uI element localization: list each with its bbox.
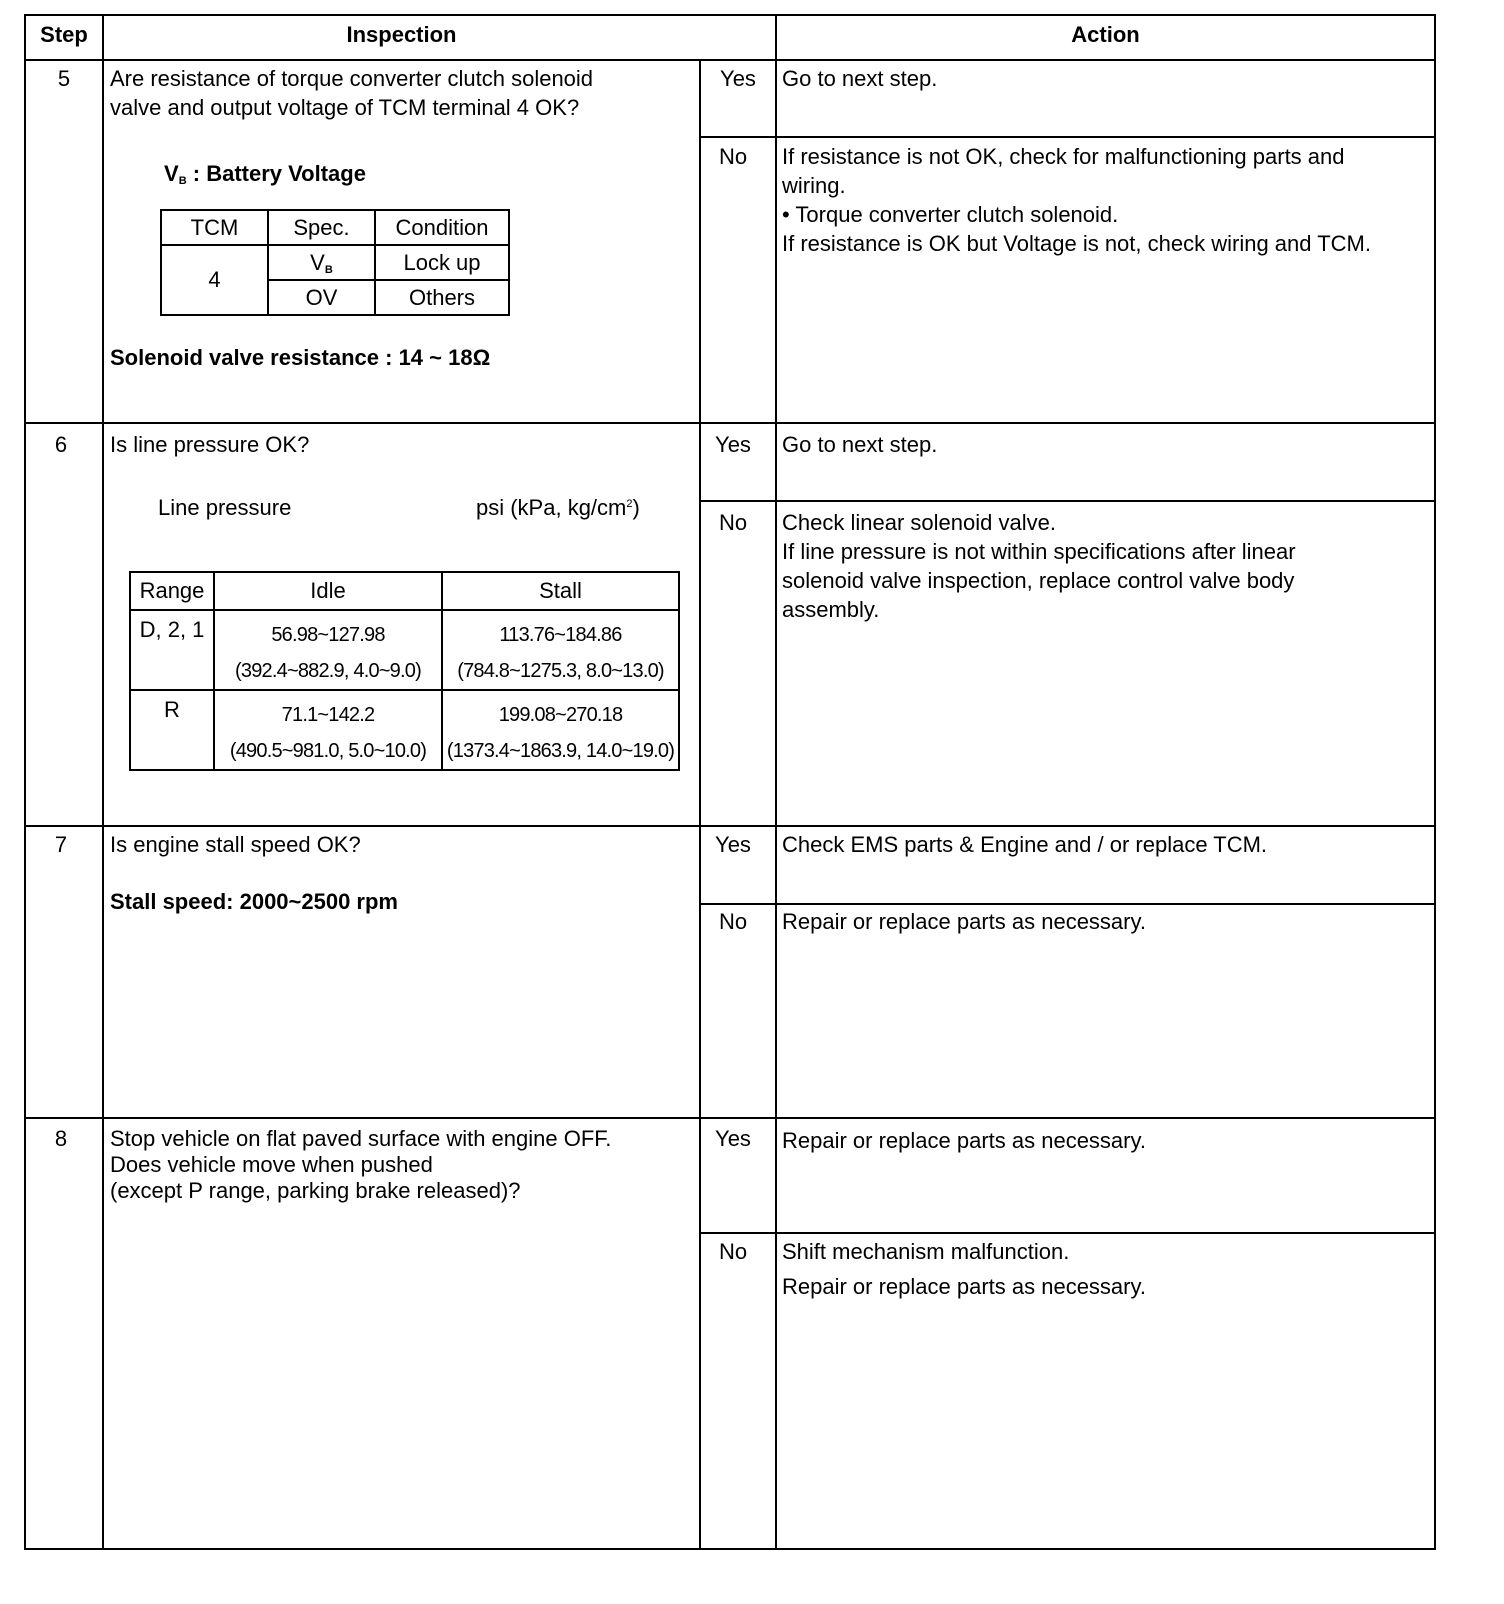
yes-action: Check EMS parts & Engine and / or replace TCM.	[782, 832, 1268, 857]
line-pressure-unit: psi (kPa, $kg/cm^2$)	[476, 495, 640, 520]
no-label: No	[718, 1239, 748, 1264]
tcm-header: TCM	[161, 210, 268, 245]
condition-value: Lock up	[375, 245, 509, 280]
inspection-question: (except P range, parking brake released)?	[110, 1178, 521, 1203]
tcm-spec-table	[160, 209, 510, 316]
no-action: Repair or replace parts as necessary.	[782, 1274, 1146, 1299]
stall-speed-spec: Stall speed: 2000~2500 rpm	[110, 889, 398, 914]
inspection-question: Is engine stall speed OK?	[110, 832, 361, 857]
battery-voltage-label: VB : Battery Voltage	[164, 161, 366, 187]
step-number: 5	[57, 66, 71, 91]
spec-value: OV	[268, 280, 375, 315]
yes-action: Repair or replace parts as necessary.	[782, 1128, 1146, 1153]
no-action: solenoid valve inspection, replace control valve body	[782, 568, 1295, 593]
no-label: No	[718, 510, 748, 535]
line-pressure-label: Line pressure	[158, 495, 292, 520]
tcm-terminal: 4	[161, 245, 268, 315]
resistance-spec: Solenoid valve resistance : 14 ~ 18Ω	[110, 345, 491, 370]
idle-value: 71.1~142.2 (490.5~981.0, 5.0~10.0)	[214, 690, 442, 770]
stall-value: 199.08~270.18 (1373.4~1863.9, 14.0~19.0)	[442, 690, 679, 770]
inspection-question: valve and output voltage of TCM terminal 4 OK?	[110, 95, 580, 120]
inspection-question: Stop vehicle on flat paved surface with engine OFF.	[110, 1126, 612, 1151]
yes-label: Yes	[720, 66, 756, 91]
no-label: No	[718, 144, 748, 169]
step-number: 7	[54, 832, 68, 857]
no-action: If line pressure is not within specifications after linear	[782, 539, 1296, 564]
inspection-question: Are resistance of torque converter clutch solenoid	[110, 66, 594, 91]
stall-header: Stall	[442, 572, 679, 610]
no-action: Check linear solenoid valve.	[782, 510, 1056, 535]
no-action: If resistance is not OK, check for malfunctioning parts and	[782, 144, 1345, 169]
yes-label: Yes	[715, 832, 751, 857]
condition-value: Others	[375, 280, 509, 315]
line-pressure-table	[129, 571, 680, 771]
range-header: Range	[130, 572, 214, 610]
range-value: D, 2, 1	[130, 610, 214, 690]
header-step: Step	[40, 22, 88, 47]
condition-header: Condition	[375, 210, 509, 245]
no-label: No	[718, 909, 748, 934]
stall-value: 113.76~184.86 (784.8~1275.3, 8.0~13.0)	[442, 610, 679, 690]
spec-value: VB	[268, 245, 375, 280]
range-value: R	[130, 690, 214, 770]
yes-action: Go to next step.	[782, 432, 938, 457]
no-action: If resistance is OK but Voltage is not, check wiring and TCM.	[782, 231, 1371, 256]
yes-label: Yes	[715, 1126, 751, 1151]
yes-action: Go to next step.	[782, 66, 938, 91]
inspection-question: Is line pressure OK?	[110, 432, 310, 457]
no-action: assembly.	[782, 597, 880, 622]
no-action: Shift mechanism malfunction.	[782, 1239, 1070, 1264]
no-action: Repair or replace parts as necessary.	[782, 909, 1146, 934]
header-action: Action	[1071, 22, 1140, 47]
step-number: 8	[54, 1126, 68, 1151]
step-number: 6	[54, 432, 68, 457]
no-action: • Torque converter clutch solenoid.	[782, 202, 1119, 227]
header-inspection: Inspection	[346, 22, 457, 47]
idle-value: 56.98~127.98 (392.4~882.9, 4.0~9.0)	[214, 610, 442, 690]
idle-header: Idle	[214, 572, 442, 610]
spec-header: Spec.	[268, 210, 375, 245]
yes-label: Yes	[715, 432, 751, 457]
no-action: wiring.	[782, 173, 846, 198]
inspection-question: Does vehicle move when pushed	[110, 1152, 433, 1177]
